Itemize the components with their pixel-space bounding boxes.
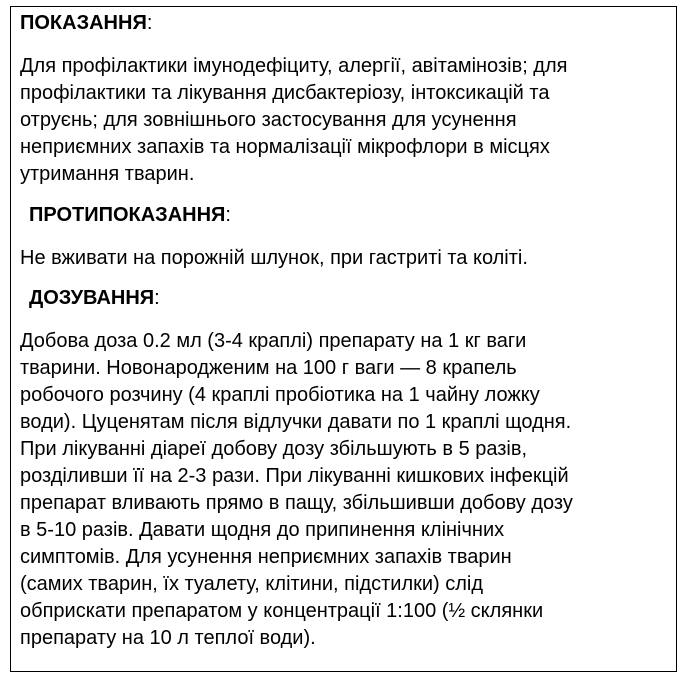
text-line: неприємних запахів та нормалізації мікрофлори в місцях	[20, 136, 550, 158]
text-line: розділивши її на 2-3 рази. При лікуванні кишкових інфекцій	[20, 465, 569, 487]
text-line: робочого розчину (4 краплі пробіотика на 1 чайну ложку	[20, 384, 540, 406]
text-line: обприскати препаратом у концентрації 1:100 (½ склянки	[20, 600, 544, 622]
heading-colon: :	[146, 12, 153, 34]
section-heading-contraindications	[29, 203, 231, 227]
text-line: отруєнь; для зовнішнього застосування для усунення	[20, 109, 517, 131]
section-heading-dosage	[29, 286, 160, 310]
text-line: (самих тварин, їх туалету, клітини, підстилки) слід	[20, 573, 484, 595]
text-line: профілактики та лікування дисбактеріозу, інтоксикацій та	[20, 82, 550, 104]
text-line: симптомів. Для усунення неприємних запахів тварин	[20, 546, 512, 568]
section-body-dosage	[20, 328, 670, 652]
text-line: утримання тварин.	[20, 163, 195, 185]
text-line: тварини. Новонародженим на 100 г ваги — 8 крапель	[20, 357, 517, 379]
text-line: препарат вливають прямо в пащу, збільшивши добову дозу	[20, 492, 573, 514]
section-body-indications	[20, 53, 670, 188]
text-line: Не вживати на порожній шлунок, при гастриті та коліті.	[20, 247, 528, 269]
heading-colon: :	[154, 287, 160, 309]
section-body-contraindications	[20, 245, 670, 272]
text-line: Добова доза 0.2 мл (3-4 краплі) препарату на 1 кг ваги	[20, 330, 527, 352]
text-line: води). Цуценятам після відлучки давати по 1 краплі щодня.	[20, 411, 572, 433]
text-line: При лікуванні діареї добову дозу збільшують в 5 разів,	[20, 438, 528, 460]
text-line: Для профілактики імунодефіциту, алергії, авітамінозів; для	[20, 55, 568, 77]
text-line: в 5-10 разів. Давати щодня до припинення клінічних	[20, 519, 505, 541]
heading-text: ПОКАЗАННЯ	[20, 12, 147, 34]
text-line: препарату на 10 л теплої води).	[20, 627, 316, 649]
heading-colon: :	[225, 204, 231, 226]
heading-text: ПРОТИПОКАЗАННЯ	[29, 204, 226, 226]
section-heading-indications	[20, 11, 152, 35]
heading-text: ДОЗУВАННЯ	[29, 287, 155, 309]
